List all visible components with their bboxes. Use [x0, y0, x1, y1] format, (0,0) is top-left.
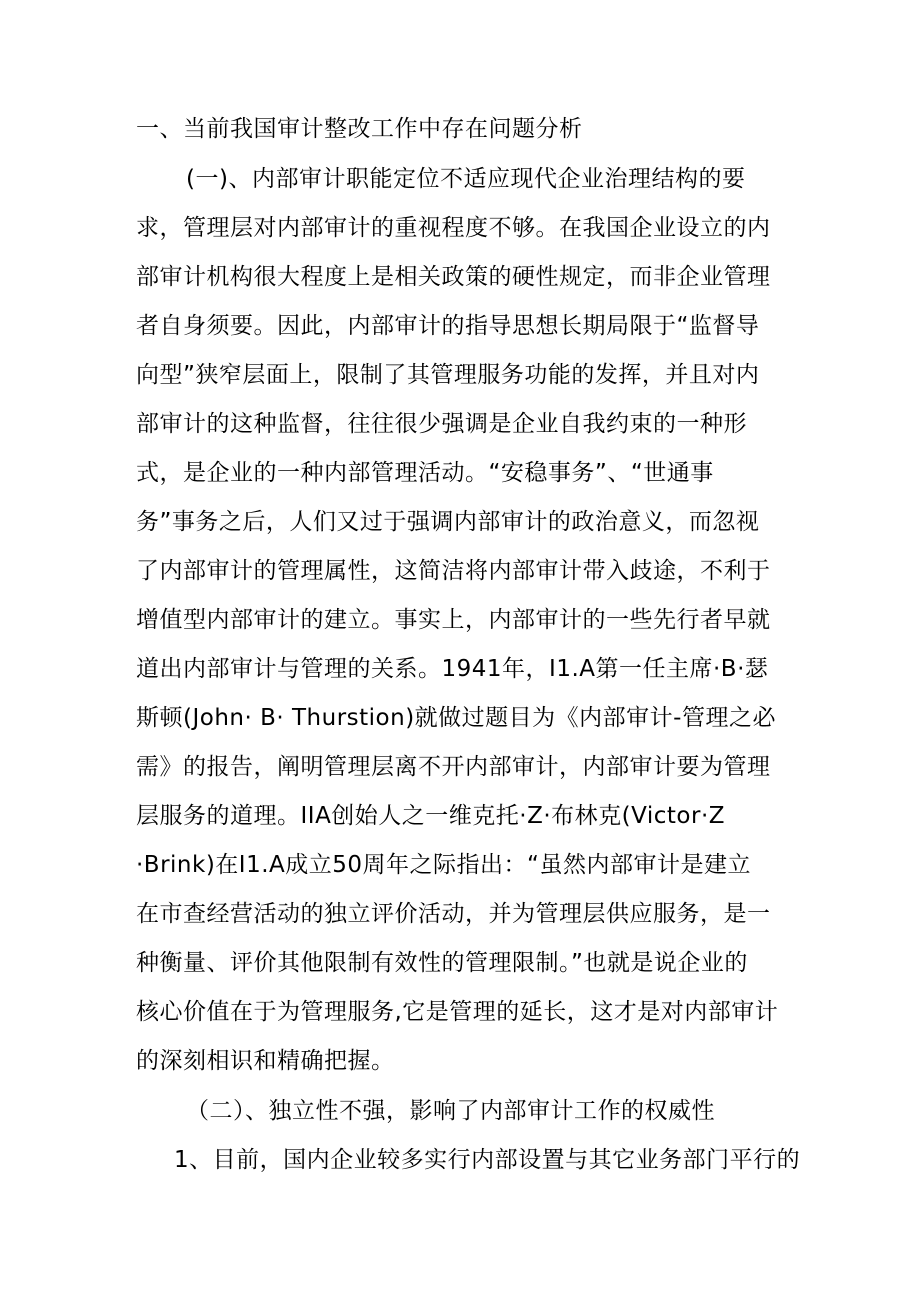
paragraph-line: (一)、内部审计职能定位不适应现代企业治理结构的要	[186, 166, 746, 192]
paragraph-line: 者自身须要。因此，内部审计的指导思想长期局限于“监督导	[136, 313, 760, 339]
paragraph-line: 在市查经营活动的独立评价活动，并为管理层供应服务，是一	[136, 901, 771, 927]
paragraph-line: 向型”狭窄层面上，限制了其管理服务功能的发挥，并且对内	[136, 362, 760, 388]
paragraph-line: 增值型内部审计的建立。事实上，内部审计的一些先行者早就	[136, 607, 771, 633]
paragraph-line: 核心价值在于为管理服务,它是管理的延长，这才是对内部审计	[136, 999, 779, 1025]
paragraph-line: 求，管理层对内部审计的重视程度不够。在我国企业设立的内	[136, 215, 771, 241]
paragraph-line: 的深刻相识和精确把握。	[136, 1048, 395, 1074]
section-heading: （二）、独立性不强，影响了内部审计工作的权威性	[186, 1098, 715, 1124]
paragraph-line: 需》的报告，阐明管理层离不开内部审计，内部审计要为管理	[136, 754, 771, 780]
paragraph-line: ·Brink)在I1.A成立50周年之际指出：“虽然内部审计是建立	[136, 852, 751, 878]
paragraph-line: 部审计的这种监督，往往很少强调是企业自我约束的一种形	[136, 411, 747, 437]
paragraph-line: 层服务的道理。IIA创始人之一维克托·Z·布林克(Victor·Z	[136, 803, 726, 829]
document-heading: 一、当前我国审计整改工作中存在问题分析	[136, 116, 583, 142]
paragraph-line: 1、目前，国内企业较多实行内部设置与其它业务部门平行的	[174, 1147, 801, 1173]
paragraph-line: 道出内部审计与管理的关系。1941年，I1.A第一任主席·B·瑟	[136, 656, 769, 682]
paragraph-line: 务”事务之后，人们又过于强调内部审计的政治意义，而忽视	[136, 509, 760, 535]
paragraph-line: 部审计机构很大程度上是相关政策的硬性规定，而非企业管理	[136, 264, 771, 290]
paragraph-line: 斯顿(John· B· Thurstion)就做过题目为《内部审计-管理之必	[136, 705, 776, 731]
paragraph-line: 式，是企业的一种内部管理活动。“安稳事务”、“世通事	[136, 460, 714, 486]
paragraph-line: 了内部审计的管理属性，这简洁将内部审计带入歧途，不利于	[136, 558, 771, 584]
paragraph-line: 种衡量、评价其他限制有效性的管理限制。”也就是说企业的	[136, 950, 748, 976]
